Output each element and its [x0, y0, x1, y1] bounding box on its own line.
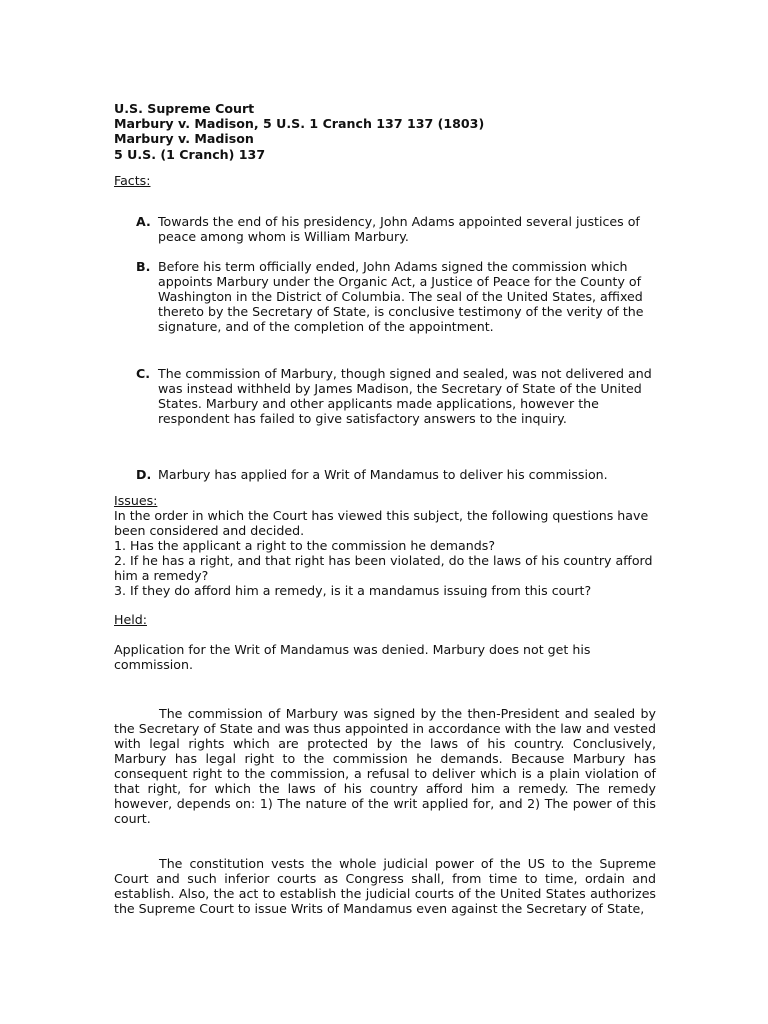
facts-list — [114, 214, 656, 482]
fact-letter: C. — [136, 365, 151, 381]
document-body — [114, 101, 656, 916]
fact-letter: A. — [136, 213, 151, 229]
fact-text: Before his term officially ended, John Adams signed the commission which appoints Marbury under the Organic Act, a Justice of Peace for the County of Washington in the District of Columbia. The seal of the United States, affixed thereto by the Secretary of State, is conclusive testimony of the verity of the signature, and of the completion of the appointment. — [158, 258, 644, 334]
reporter-citation: 5 U.S. (1 Cranch) 137 — [114, 146, 266, 162]
fact-letter: B. — [136, 258, 151, 274]
fact-letter: D. — [136, 466, 152, 482]
fact-text: Towards the end of his presidency, John Adams appointed several justices of peace among whom is William Marbury. — [158, 213, 640, 244]
court-name: U.S. Supreme Court — [114, 101, 255, 116]
fact-text: The commission of Marbury, though signed and sealed, was not delivered and was instead withheld by James Madison, the Secretary of State of the United States. Marbury and other applicants made applications, however the respondent has failed to give satisfactory answers to the inquiry. — [158, 365, 652, 426]
fact-item — [114, 467, 656, 482]
case-heading — [114, 101, 656, 162]
held-paragraph: The constitution vests the whole judicial power of the US to the Supreme Court and such inferior courts as Congress shall, from time to time, ordain and establish. Also, the act to establish the judicial courts of the United States authorizes the Supreme Court to issue Writs of Mandamus even against the Secretary of State, — [114, 855, 656, 916]
fact-item — [114, 259, 656, 334]
case-title: Marbury v. Madison — [114, 131, 254, 147]
held-paragraph: The commission of Marbury was signed by the then-President and sealed by the Secretary of State and was thus appointed in accordance with the law and vested with legal rights which are protected by the laws of his country. Conclusively, Marbury has legal right to the commission he demands. Because Marbury has consequent right to the commission, a refusal to deliver which is a plain violation of that right, for which the laws of his country afford him a remedy. The remedy however, depends on: 1) The nature of the writ applied for, and 2) The power of this court. — [114, 705, 656, 826]
case-citation: Marbury v. Madison, 5 U.S. 1 Cranch 137 137 (1803) — [114, 116, 485, 132]
issue-item: 1. Has the applicant a right to the commission he demands? — [114, 537, 495, 553]
issue-item: 3. If they do afford him a remedy, is it a mandamus issuing from this court? — [114, 582, 592, 598]
facts-heading: Facts: — [114, 172, 151, 188]
fact-item — [114, 366, 656, 426]
issues-heading: Issues: — [114, 492, 158, 508]
held-summary: Application for the Writ of Mandamus was denied. Marbury does not get his commission. — [114, 641, 591, 672]
fact-item — [114, 214, 656, 244]
fact-text: Marbury has applied for a Writ of Mandamus to deliver his commission. — [158, 466, 608, 482]
issues-intro: In the order in which the Court has viewed this subject, the following questions have been considered and decided. — [114, 507, 649, 538]
issue-item: 2. If he has a right, and that right has been violated, do the laws of his country afford him a remedy? — [114, 552, 653, 583]
held-heading: Held: — [114, 611, 147, 627]
